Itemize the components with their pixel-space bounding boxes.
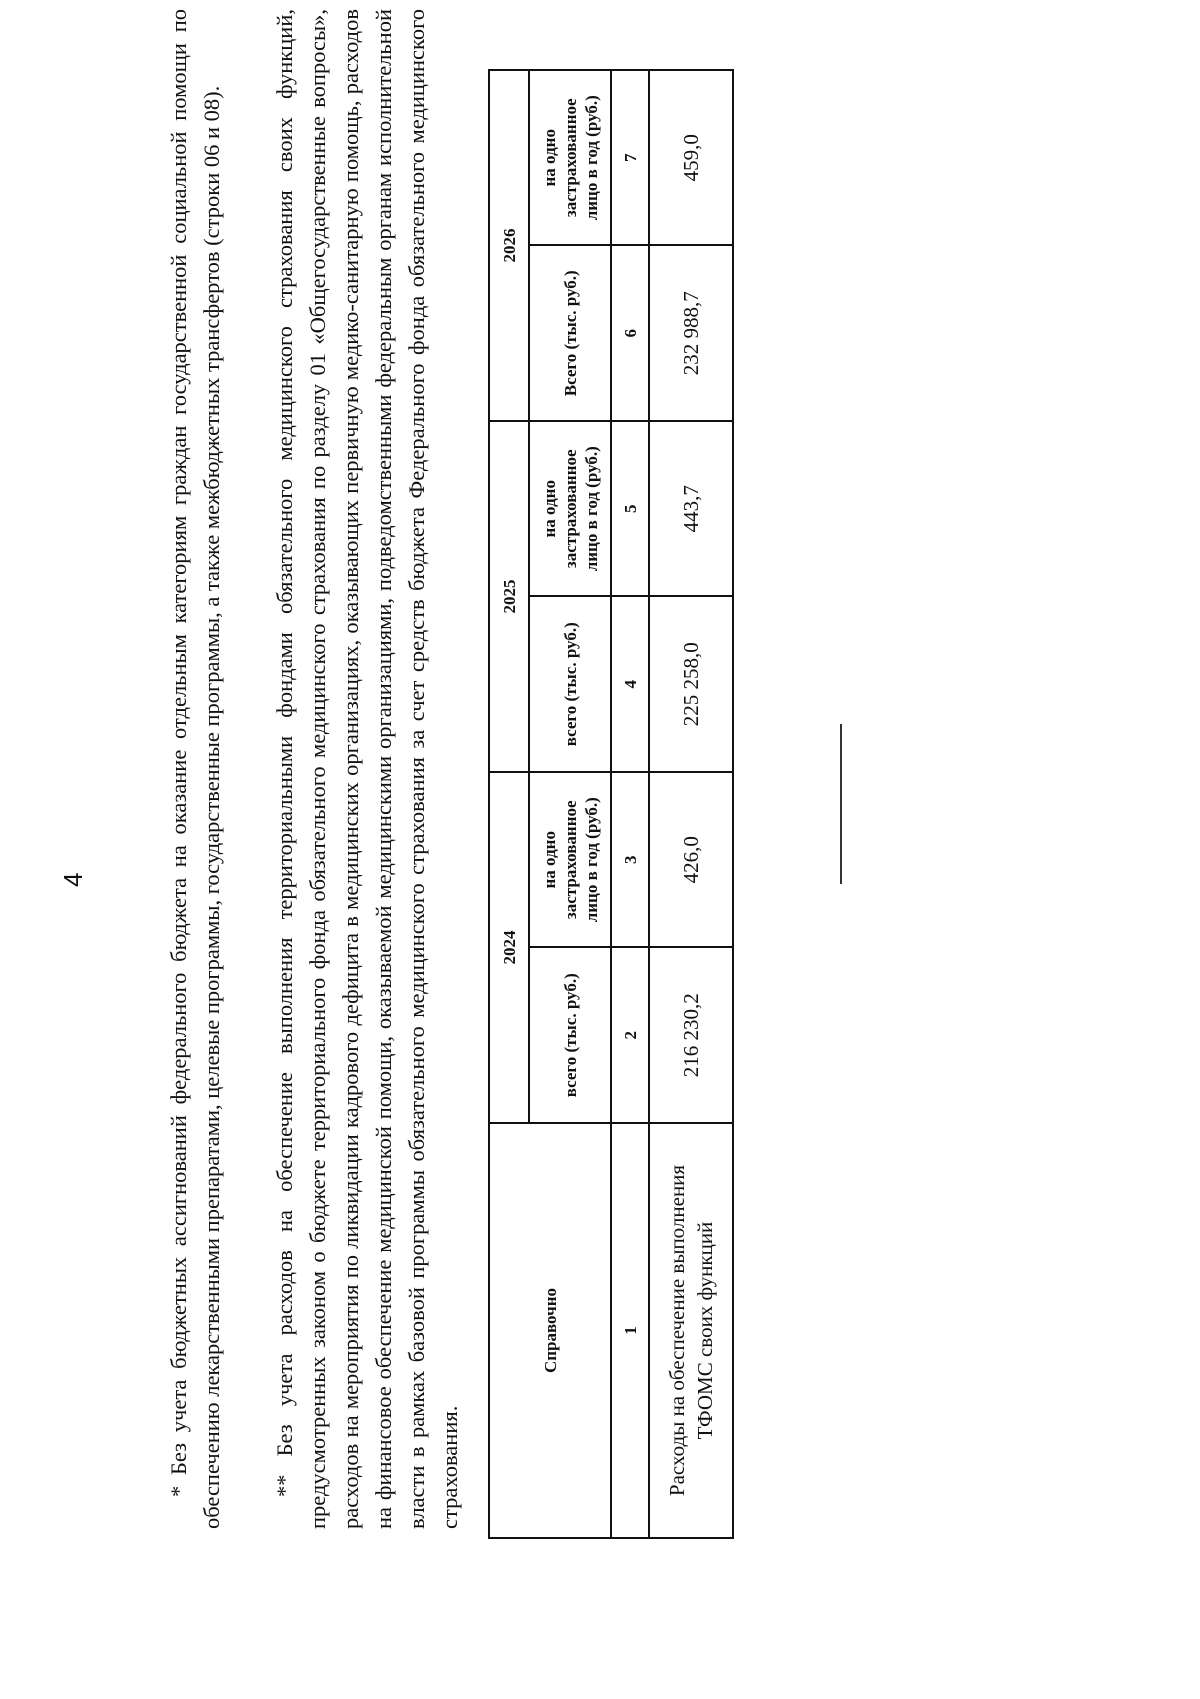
cell-value: 426,0	[649, 772, 733, 948]
footnote-single-asterisk: * Без учета бюджетных ассигнований федерального бюджета на оказание отдельным категориям граждан государственной социальной помощи по обеспечению лекарственными препаратами, целевые программы, государственные программы, а также межбюджетных трансфертов (строки 06 и 08).	[166, 9, 224, 1529]
row-label: Расходы на обеспечение выполнения ТФОМС своих функций	[649, 1123, 733, 1538]
column-number: 3	[611, 772, 649, 948]
column-number: 1	[611, 1123, 649, 1538]
cell-value: 459,0	[649, 70, 733, 246]
cell-value: 225 258,0	[649, 597, 733, 773]
table-column-numbers	[611, 70, 649, 1538]
cell-value: 232 988,7	[649, 246, 733, 422]
page-number: 4	[58, 872, 88, 887]
column-number: 4	[611, 597, 649, 773]
column-number: 7	[611, 70, 649, 246]
subheader-per-insured: на одно застрахованное лицо в год (руб.)	[529, 772, 611, 948]
table-header-years	[489, 70, 529, 1538]
column-number: 6	[611, 246, 649, 422]
subheader-per-insured: на одно застрахованное лицо в год (руб.)	[529, 70, 611, 246]
header-label: Справочно	[489, 1123, 611, 1538]
header-year-2024: 2024	[489, 772, 529, 1123]
subheader-total: всего (тыс. руб.)	[529, 948, 611, 1124]
footnote-double-asterisk: ** Без учета расходов на обеспечение выполнения территориальными фондами обязательного медицинского страхования своих функций, предусмотренных законом о бюджете территориального фонда обязательного медицинского страхования по разделу 01 «Общегосударственные вопросы», расходов на мероприятия по ликвидации кадрового дефицита в медицинских организациях, оказывающих первичную медико-санитарную помощь, расходов на финансовое обеспечение медицинской помощи, оказываемой медицинскими организациями, подведомственными федеральным органам исполнительной власти в рамках базовой программы обязательного медицинского страхования за счет средств бюджета Федерального фонда обязательного медицинского страхования.	[272, 9, 462, 1529]
subheader-total: Всего (тыс. руб.)	[529, 246, 611, 422]
header-year-2025: 2025	[489, 421, 529, 772]
header-year-2026: 2026	[489, 70, 529, 421]
cell-value: 443,7	[649, 421, 733, 597]
column-number: 5	[611, 421, 649, 597]
subheader-per-insured: на одно застрахованное лицо в год (руб.)	[529, 421, 611, 597]
subheader-total: всего (тыс. руб.)	[529, 597, 611, 773]
column-number: 2	[611, 948, 649, 1124]
cell-value: 216 230,2	[649, 948, 733, 1124]
table-row	[649, 70, 733, 1538]
separator-line	[840, 724, 842, 884]
reference-table	[488, 69, 734, 1539]
